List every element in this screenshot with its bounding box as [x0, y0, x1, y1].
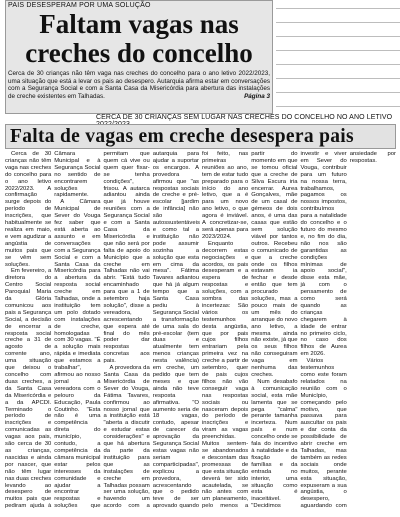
clipping-lead-text: Cerca de 30 crianças não têm vaga nas creches do concelho para o ano letivo 2022/2023, uma situação que está a levar os pais ao desespero. Autarquia afirma estar em conversações com a Segurança Social e com a Santa Casa da Misericórdia para abertura das instalações de creche existentes em Talhadas. [8, 70, 270, 100]
article-paragraph: A Câmara Municipal de Sever do Vouga fez saber que está aberta ao assunto e em conversações com a Segurança Social e com a Santa Casa da Misericórdia para a abertura da resposta social creche em Talhadas, onde a instituição tem um polo dotado com instalações de creche, homologadas com 30 vagas. "É a solução mais rápida e imediata que estamos a trabalhar", afirmou ao nosso jornal a vereadora com o pelouro da Educação, Paula Coutinho. "Esta não é uma competência direta do município, contudo, a competência da câmara municipal estar pelos interesses da comunidade e ajudar a encontrar respostas e soluções que permitam que quem cá vive ou quem quer fixar-se tenha condições", frisou. A autarca adiantou ainda que já houve reuniões com a Segurança Social e com a Santa Casa da Misericórdia e que não será por falta de apoio do Município que a creche em Talhadas não vai abrir. "Está tudo encaminhado para que a 1 de setembro haja solução", disse a vereadora, acrescentando que espera até final do mês poder dar respostas concretas aos pais. [54, 151, 150, 510]
article-paragraph: A provedora da Santa Casa da Misericórdia de Sever do Vouga, Fátima Tavares, confirmou ao nosso jornal que a instituição está "aberta a discutir e estudar estas considerações" e que há abertura da parte da instituição para que as instalações de creche em Talhadas possam ser uma solução, havendo um acordo com a autarquia para ajudar a suportar os encargos. A provedora afirmou que "as respostas sociais de creche e pré-escolar [jardim de infância] não são autossustentáveis e como tal a instituição não pode assumir sozinha a solução que esta em cima da mesa". Fátima Tavares adiantou que há já algum tempo que a Santa Casa pediu à Segurança Social a transformação de uma sala do pré-escolar (tem duas e atualmente tem menos crianças nesta valência) em creche, um pedido que tem meses e que ainda não teve resposta afirmativa. "O aumento seria de 18 vagas, contudo, apesar de carecer da aprovação da Segurança Social estas vagas não seriam comparticipadas", explicou a provedora, acrescentando que o pedido teve de ser aprovado quando foi feito, nas primeiras reuniões ao ano, tem de estar tudo preparado para o início do ano letivo, que a é para um novo ano letivo, o que agora é inviável. A concretizar-se, será apenas para 2023/2024. [103, 151, 249, 510]
section-banner: CERCA DE 30 CRIANÇAS SEM LUGAR NAS CRECHES DO CONCELHO NO ANO LETIVO [96, 114, 393, 121]
article-body [5, 151, 396, 513]
adjacent-clipping-fragment [276, 0, 400, 114]
text-line [276, 106, 400, 107]
clipping-kicker: PAIS DESESPERAM POR UMA SOLUÇÃO [8, 2, 151, 9]
text-line [276, 78, 400, 79]
article-paragraph: Cerca de 30 crianças não têm vaga nas creches do concelho para o ano letivo 2022/2023. A confirmação surge depois do período de inscrições, que habitualmente se realiza em maio, e vem agudizar a angústia de muitos pais que se vêm sem soluções. [5, 151, 52, 268]
article-paragraph: Vários testemunhos como este foram relatados na reunião com o Município, começando pelo motivo, que passava para auscultar os pais e dar conta da possibilidade de abrir creche em Talhadas, mas também as redes sociais onde muitos, perante esta situação, expuseram a sua angústia, o desespero, aguardando com ansiedade por respostas. [300, 151, 396, 510]
text-line [276, 36, 400, 37]
article-paragraph: Enquanto decorrem estas negociações e acordos, os pais desesperam e a espera de respostas e soluções, com a sombra das incertezas: São vários os testemunhos desta angústia, que por pais cujos filhos entrariam pela primeira vez na creche a partir de setembro, quer de pais cujos filhos não vão conseguir vaga nas respostas sociais ou nasceram depois do período de inscrições e viram as vagas preenchidas. Muitos sentem-se abandonados e descontam das promessas de que esta situação deverá ter sido acautelada, se não antes com um planeamento, pelo menos a partir do momento em que se tomou oficial que a creche de Silva Escura iria encerrar. Aurea Gonçalves, mãe de um casal de gémeos de dois anos, é uma das casas que estão sem solução viável por tantos outros. Recebeu o comunicado de que a creche onde os filhos estavam ia fechar e desde então que tem procurado soluções, mas a pouco mais de um mês do arranque do novo ano letivo, a mesma ainda não existe, já que os seus filhos não conseguiram vaga em nenhuma das creches. [202, 151, 298, 510]
text-line [276, 22, 400, 23]
article-paragraph: Num desabafo à comunicação social, esta mãe lamenta que se pega "calma" perante tamanha incerteza. Num país e num concelho onde se fala do incentivo à natalidade e da fixação de famílias e da entrada no interior, uma situação como esta é inaceitável. "Decidimos investir e viver em Sever do Vouga, contribuir para um futuro na nossa terra, trabalhamos, pagamos os nossos impostos, contribuímos para a natalidade do concelho e o futuro do mesmo e, no fim do dia, não nos são garantidas as condições mínimas de apoio social", disse esta mãe, já com o pensamento de como será quando as crianças chegarem à idade de entrar no primeiro ciclo, no caso dos filhos de Aurea em 2026. [251, 151, 347, 510]
text-line [276, 8, 400, 9]
clipping-headline: Faltam vagas nas creches do concelho [25, 9, 253, 68]
article-title: Falta de vagas em creche desespera pais [10, 126, 354, 147]
text-line [276, 64, 400, 65]
article-paragraph: Em fevereiro, a diretora do Centro Social Paroquial Maria da Glória comunicou aos pais a Segurança Social, a decisão de encerrar a resposta social creche a 31 de agosto de corrente ano, uma situação que deixou o concelho com duas creches, a da Santa Casa da Misericórdia e a da APCDI. Terminado o período de inscrições e comunicadas as vagas aos pais, são cerca de 30 as crianças, nascidas e ainda por nascer, que não têm lugar nas duas creches levando ao desespero de muitos pais que pediram ajuda à Câmara Municipal e à Segurança Social no sentido de encontrarem soluções rapidamente. [5, 151, 101, 510]
clipping-page-ref: Página 3 [244, 92, 270, 100]
text-line [276, 92, 400, 93]
clipping-lead [8, 70, 270, 100]
text-line [276, 50, 400, 51]
